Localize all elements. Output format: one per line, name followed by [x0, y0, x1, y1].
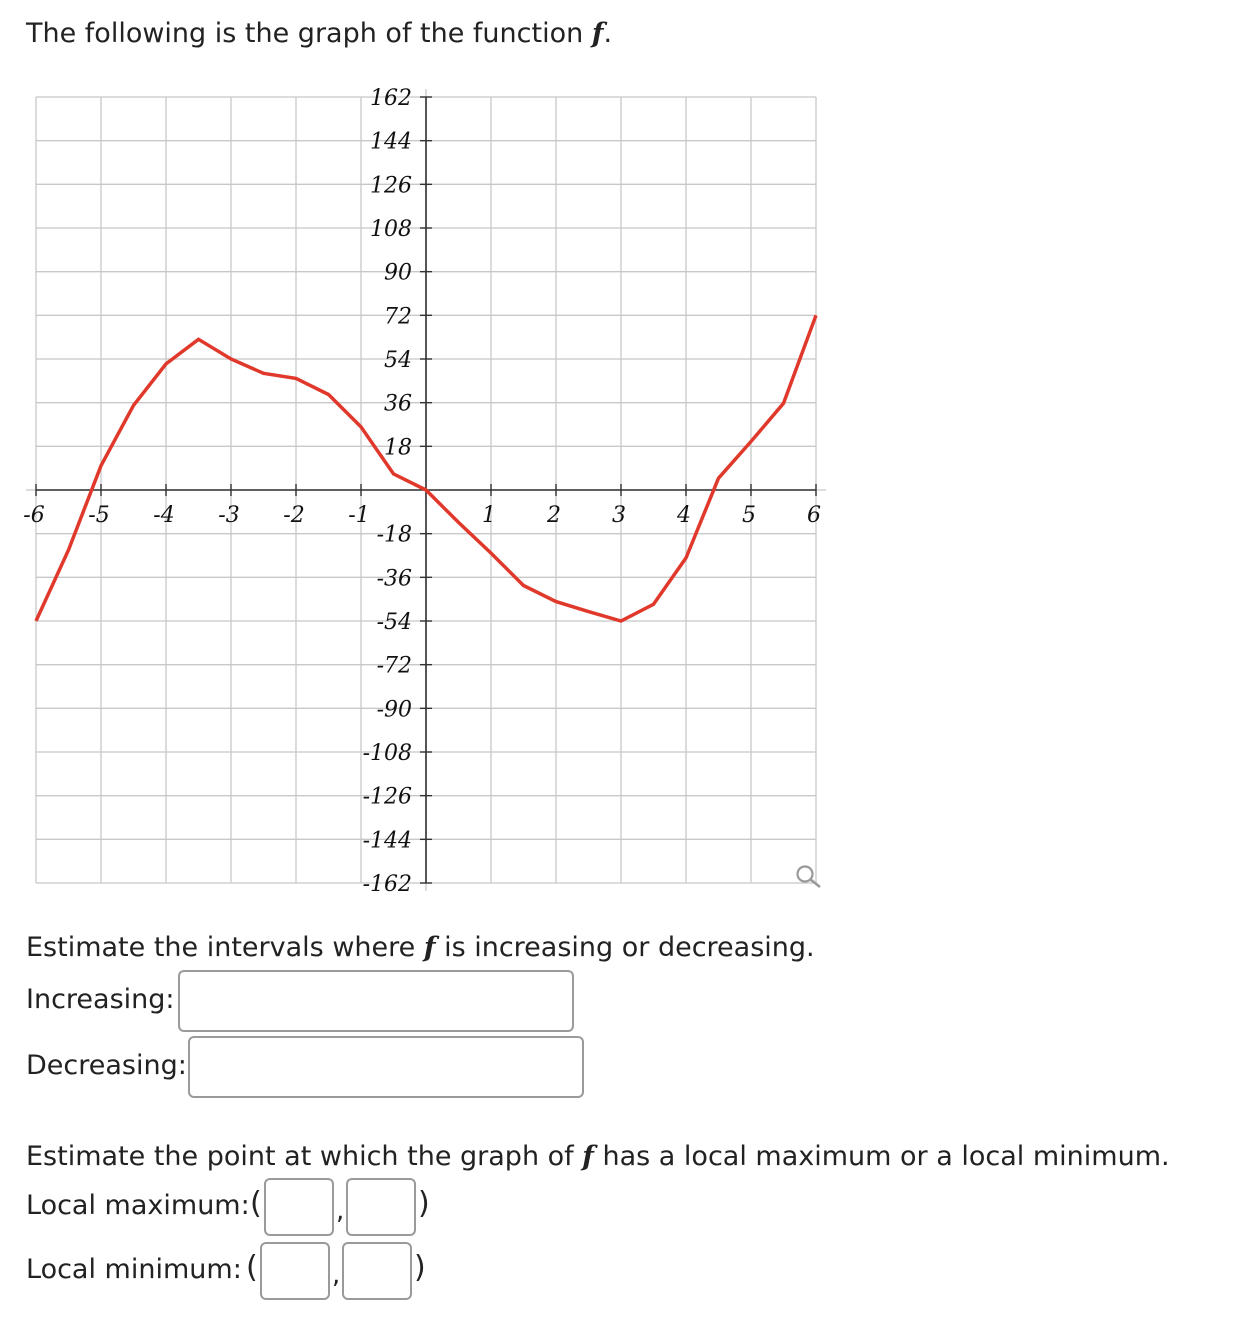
y-tick-label: -54 — [376, 610, 412, 635]
x-tick-label: -1 — [348, 503, 370, 528]
y-tick-label: 36 — [384, 391, 412, 417]
y-tick-label: -144 — [362, 828, 412, 854]
q1-suffix: is increasing or decreasing. — [444, 932, 815, 963]
q1-function-name: f — [423, 932, 436, 963]
x-tick-label: -4 — [153, 503, 175, 528]
x-tick-label: 2 — [547, 503, 561, 528]
local-max-close-paren: ) — [418, 1186, 430, 1221]
local-maximum-label: Local maximum: — [26, 1190, 250, 1221]
y-tick-label: 108 — [370, 217, 412, 242]
zoom-icon[interactable] — [794, 862, 826, 894]
function-name: f — [591, 18, 604, 49]
local-max-y-input[interactable] — [346, 1178, 416, 1236]
decreasing-label: Decreasing: — [26, 1050, 187, 1081]
local-min-close-paren: ) — [414, 1250, 426, 1285]
y-tick-label: -162 — [362, 872, 412, 897]
intro-label: The following is the graph of the function — [26, 18, 584, 49]
local-max-comma: , — [336, 1196, 345, 1226]
x-tick-label: 4 — [677, 503, 691, 528]
local-min-comma: , — [332, 1260, 341, 1290]
local-max-open-paren: ( — [250, 1186, 262, 1221]
local-min-y-input[interactable] — [342, 1242, 412, 1300]
y-tick-label: 72 — [384, 304, 412, 330]
local-min-open-paren: ( — [246, 1250, 258, 1285]
y-tick-label: 126 — [370, 173, 412, 199]
x-tick-label: -5 — [88, 503, 110, 528]
question-intervals — [26, 932, 815, 963]
q2-suffix: has a local maximum or a local minimum. — [602, 1141, 1170, 1172]
local-min-x-input[interactable] — [260, 1242, 330, 1300]
y-tick-label: -126 — [362, 784, 412, 810]
x-tick-label: -3 — [218, 503, 240, 528]
y-tick-label: 54 — [384, 348, 412, 373]
y-tick-label: -72 — [376, 653, 412, 679]
y-tick-label: -108 — [362, 741, 412, 766]
intro-end: . — [603, 18, 613, 49]
decreasing-input[interactable] — [188, 1036, 584, 1098]
y-tick-label: 18 — [384, 435, 412, 461]
question-extrema — [26, 1141, 1170, 1172]
q1-prefix: Estimate the intervals where — [26, 932, 416, 963]
x-tick-label: 5 — [742, 503, 756, 528]
y-tick-label: -36 — [376, 566, 412, 592]
local-minimum-label: Local minimum: — [26, 1254, 242, 1285]
magnifier-icon — [794, 862, 826, 890]
increasing-label: Increasing: — [26, 984, 175, 1015]
x-tick-label: -2 — [283, 503, 305, 528]
x-tick-label: -6 — [23, 503, 45, 528]
y-tick-label: -18 — [376, 522, 412, 548]
increasing-input[interactable] — [178, 970, 574, 1032]
x-tick-label: 6 — [807, 503, 821, 528]
tick-labels — [23, 86, 821, 897]
local-max-x-input[interactable] — [264, 1178, 334, 1236]
y-tick-label: 162 — [370, 86, 412, 111]
x-tick-label: 3 — [612, 503, 626, 528]
y-tick-label: 90 — [384, 260, 412, 286]
y-tick-label: -90 — [376, 697, 412, 723]
q2-function-name: f — [582, 1141, 594, 1172]
y-tick-label: 144 — [370, 129, 412, 155]
q2-prefix: Estimate the point at which the graph of — [26, 1141, 574, 1172]
x-tick-label: 1 — [482, 503, 496, 528]
